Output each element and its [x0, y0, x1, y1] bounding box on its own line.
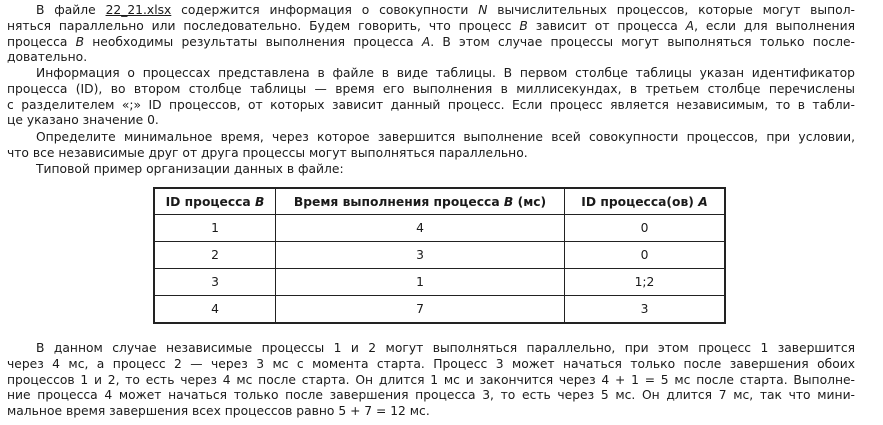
text-line [7, 3, 855, 19]
table-header-row [154, 188, 725, 215]
variable-b: B [255, 194, 265, 209]
text-line [7, 35, 855, 51]
intro-paragraph-2 [7, 66, 855, 129]
table-cell: 3 [154, 269, 276, 296]
table-row [154, 215, 725, 242]
table-cell: 2 [154, 242, 276, 269]
column-header-time [276, 188, 565, 215]
table-cell: 3 [276, 242, 565, 269]
intro-paragraph-1 [7, 3, 855, 66]
text: В файле [36, 3, 106, 17]
table-cell: 0 [565, 215, 726, 242]
text: необходимы результаты выполнения процесса [84, 34, 422, 49]
text: няться параллельно или последовательно. Будем говорить, что процесс [7, 18, 520, 33]
column-header-id-b [154, 188, 276, 215]
column-header-id-a [565, 188, 726, 215]
table-cell: 1 [276, 269, 565, 296]
text-line: мальное время завершения всех процессов равно 5 + 7 = 12 мс. [7, 404, 430, 419]
table-cell: 1;2 [565, 269, 726, 296]
text: вычислительных процессов, которые могут выпол- [487, 3, 855, 17]
file-link[interactable]: 22_21.xlsx [105, 3, 172, 17]
variable-a: A [421, 34, 431, 49]
text-line [7, 19, 855, 35]
header-text: ID процесса(ов) [581, 194, 699, 209]
table-cell: 3 [565, 296, 726, 324]
header-text: Время выполнения процесса [293, 194, 504, 209]
text-line: Определите минимальное время, через которое завершится выполнение всей совокупности процессов, при условии, [36, 130, 855, 144]
text-line: что все независимые друг от друга процессы могут выполняться параллельно. [7, 145, 528, 160]
text-line: процесса (ID), во втором столбце таблицы — время его выполнения в миллисекундах, в третьем столбце перечислены [7, 81, 855, 96]
variable-b: B [503, 194, 514, 209]
text-line: с разделителем «;» ID процессов, от которых зависит данный процесс. Если процесс является независимым, то в табли- [7, 97, 855, 112]
text: . В этом случае процессы могут выполняться только после- [430, 34, 855, 49]
variable-n: N [478, 3, 488, 17]
table-row [154, 296, 725, 324]
text: содержится информация о совокупности [171, 3, 479, 17]
table-cell: 1 [154, 215, 276, 242]
text-line: довательно. [7, 50, 88, 65]
table-cell: 4 [154, 296, 276, 324]
data-table [153, 187, 726, 324]
table-row [154, 269, 725, 296]
table-row [154, 242, 725, 269]
header-text: ID процесса [165, 194, 256, 209]
header-text: (мс) [513, 194, 547, 209]
text-line: процессов 1 и 2, то есть через 4 мс после старта. Он длится 1 мс и закончится через 4 + 1 = 5 мс после старта. Выполне- [7, 372, 855, 387]
table-cell: 7 [276, 296, 565, 324]
text-line: ние процесса 4 может начаться только после завершения процесса 3, то есть через 5 мс. Он длится 7 мс, так что мини- [7, 388, 855, 403]
text: зависит от процесса [527, 18, 686, 33]
variable-a: A [685, 18, 695, 33]
text: процесса [7, 34, 76, 49]
table-cell: 0 [565, 242, 726, 269]
conclusion-paragraph [7, 341, 855, 420]
text-line: В данном случае независимые процессы 1 и 2 могут выполняться параллельно, при этом процесс 1 завершится [36, 341, 855, 355]
text-line: через 4 мс, а процесс 2 — через 3 мс с момента старта. Процесс 3 может начаться только после завершения обоих [7, 356, 855, 371]
variable-a: A [698, 194, 708, 209]
text-line: це указано значение 0. [7, 113, 159, 128]
intro-paragraph-3 [7, 130, 855, 162]
text-line: Информация о процессах представлена в файле в виде таблицы. В первом столбце таблицы указан идентификатор [36, 66, 855, 80]
text: , если для выполнения [694, 18, 855, 33]
intro-paragraph-4 [7, 162, 855, 178]
variable-b: B [75, 34, 85, 49]
variable-b: B [519, 18, 528, 33]
text-line: Типовой пример организации данных в файле: [36, 162, 344, 176]
table-cell: 4 [276, 215, 565, 242]
